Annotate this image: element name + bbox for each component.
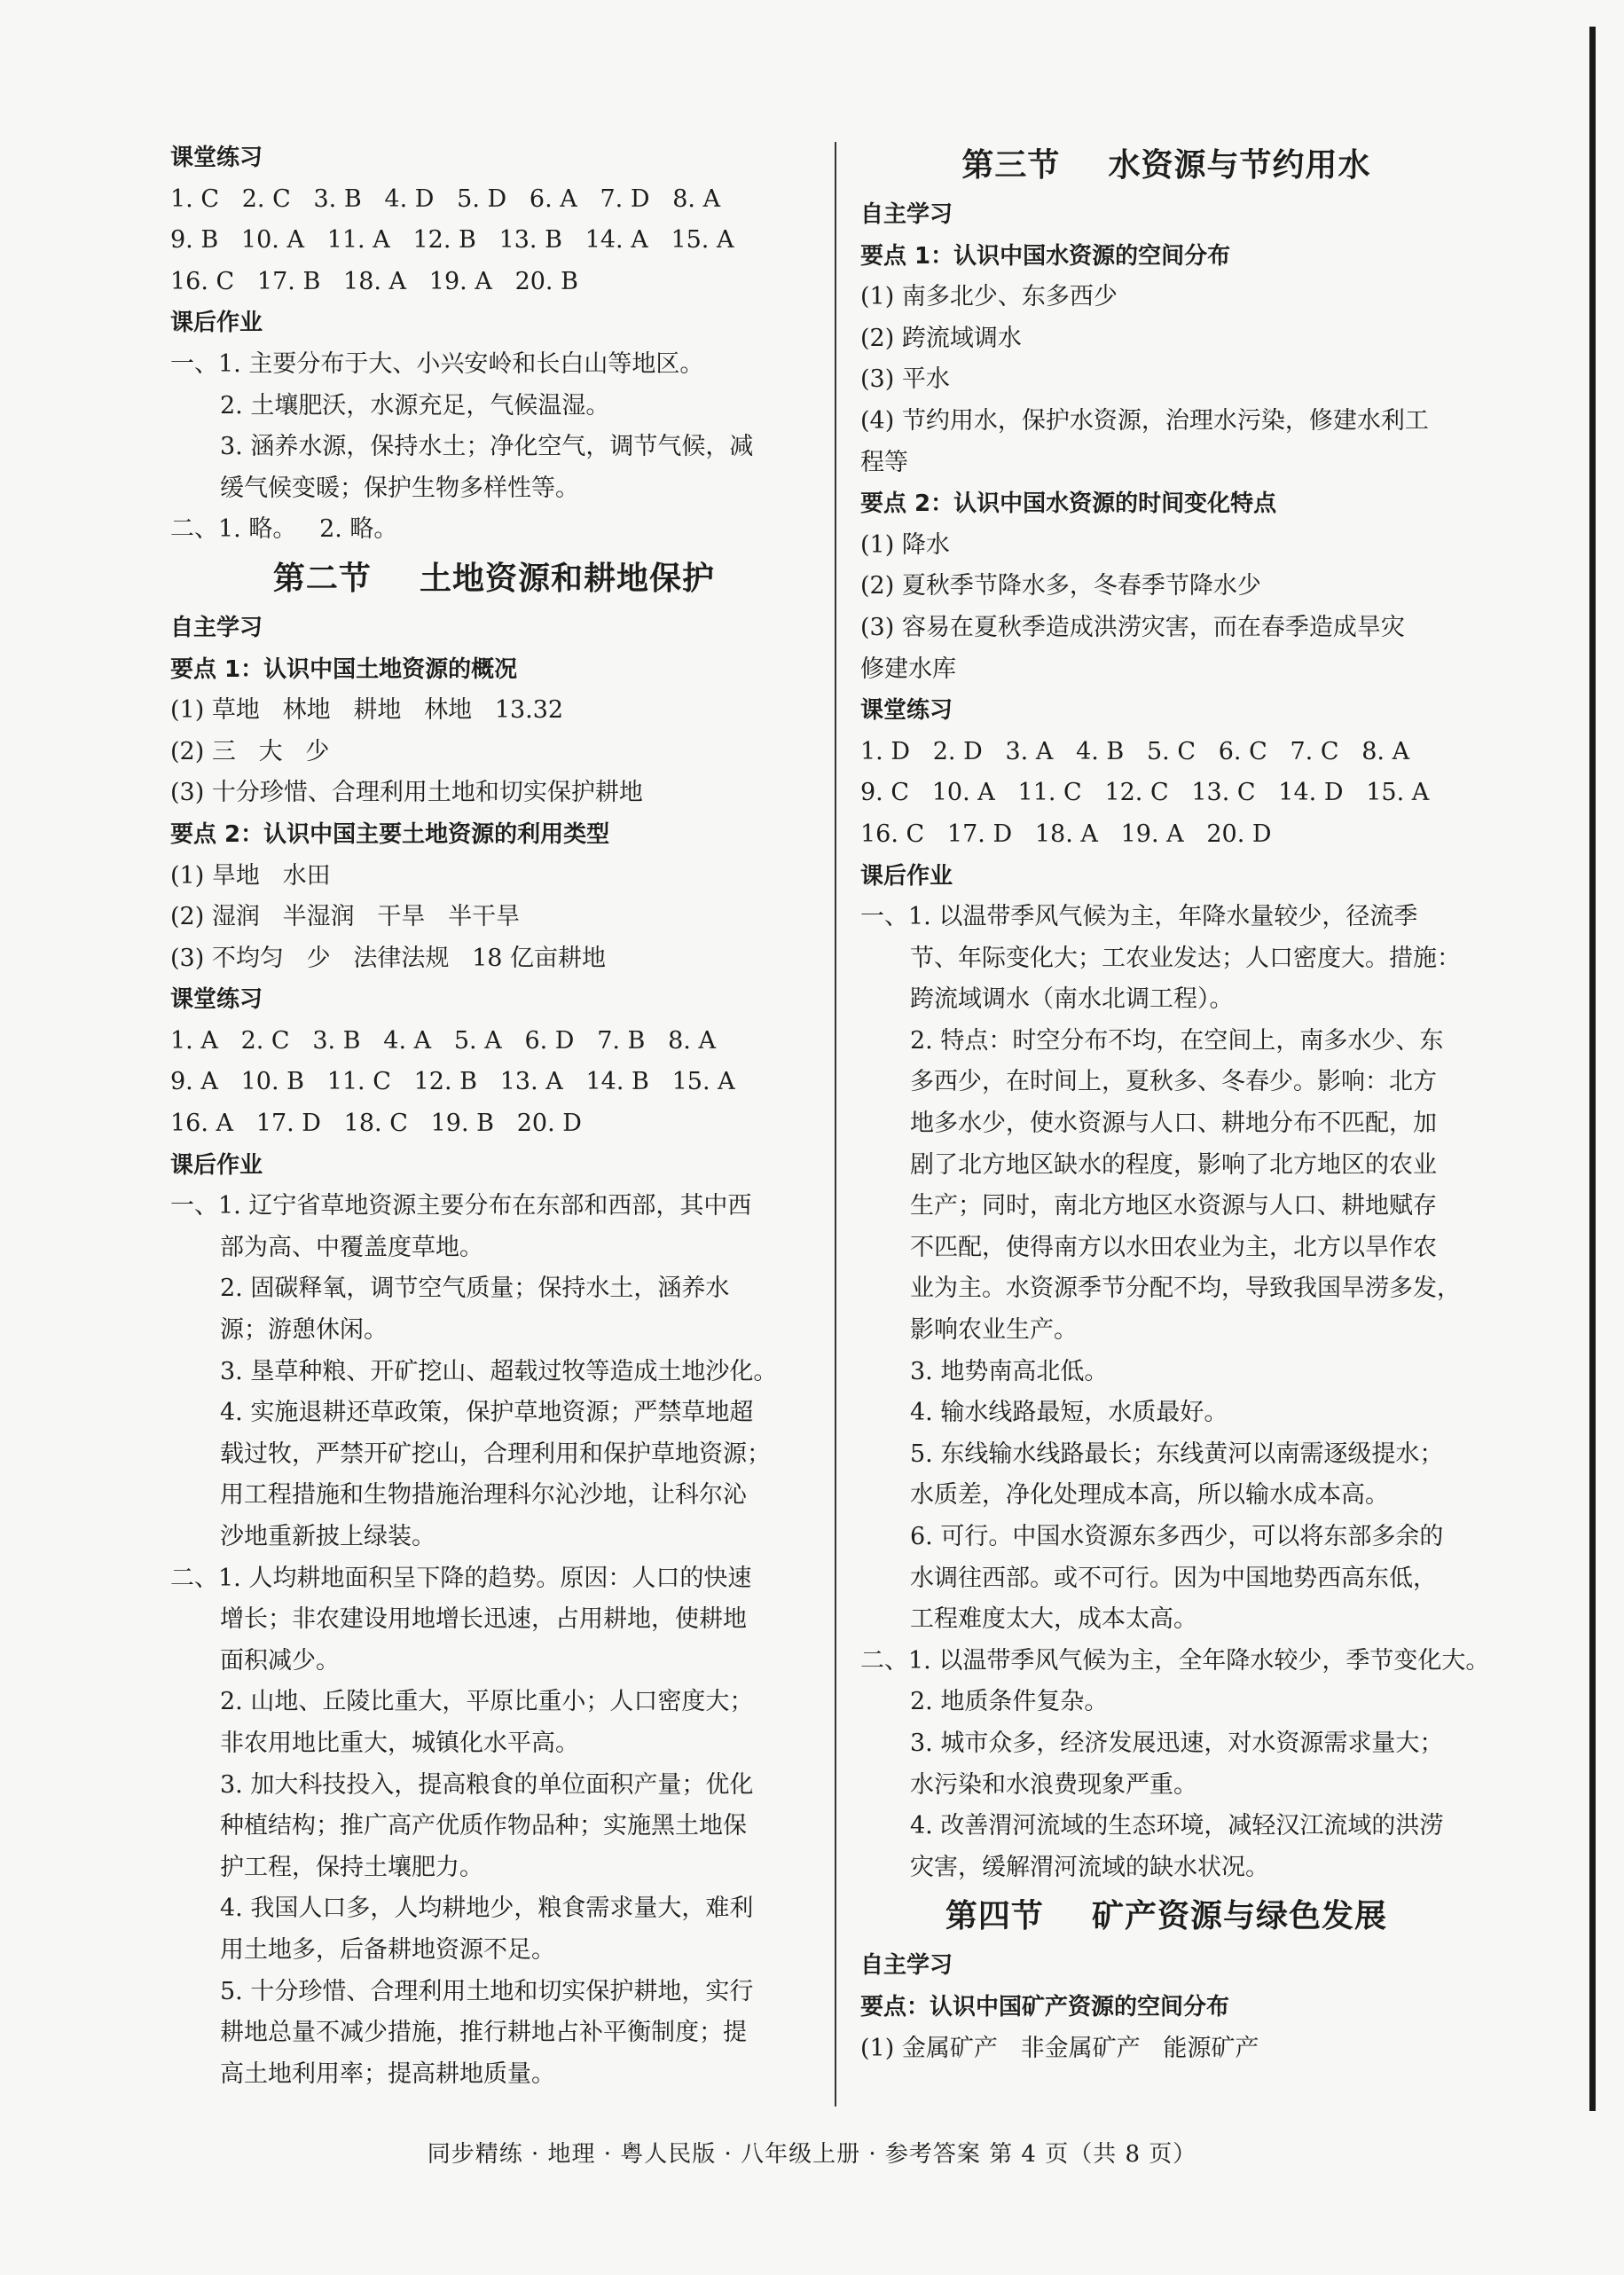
answer-line: (3) 平水	[860, 365, 950, 394]
answer-line: 2. 土壤肥沃，水源充足，气候温湿。	[220, 391, 610, 420]
answer-line: 16. A 17. D 18. C 19. B 20. D	[170, 1110, 582, 1138]
answer-line: 载过牧，严禁开矿挖山，合理利用和保护草地资源；	[220, 1440, 771, 1468]
answer-line: 多西少，在时间上，夏秋多、冬春少。影响：北方	[910, 1068, 1437, 1096]
answer-line: (1) 旱地 水田	[170, 861, 331, 890]
answer-line: 1. D 2. D 3. A 4. B 5. C 6. C 7. C 8. A	[860, 737, 1410, 765]
answer-line: (3) 容易在夏秋季造成洪涝灾害，而在春季造成旱灾	[860, 613, 1405, 641]
section-title: 第四节 矿产资源与绿色发展	[945, 1898, 1388, 1935]
answer-line: 部为高、中覆盖度草地。	[220, 1233, 483, 1261]
answer-line: 生产；同时，南北方地区水资源与人口、耕地赋存	[910, 1192, 1437, 1220]
answer-line: 程等	[860, 448, 908, 476]
answer-line: 节、年际变化大；工农业发达；人口密度大。措施：	[910, 944, 1461, 972]
answer-line: 增长；非农建设用地增长迅速，占用耕地，使耕地	[220, 1605, 747, 1634]
answer-line: 业为主。水资源季节分配不均，导致我国旱涝多发，	[910, 1275, 1461, 1303]
answer-line: 非农用地比重大，城镇化水平高。	[220, 1729, 579, 1757]
answer-line: 2. 特点：时空分布不均，在空间上，南多水少、东	[910, 1026, 1444, 1055]
subheading: 课后作业	[170, 1151, 263, 1179]
answer-line: (2) 夏秋季节降水多，冬春季节降水少	[860, 572, 1261, 600]
answer-line: (2) 跨流域调水	[860, 324, 1022, 352]
answer-line: (2) 三 大 少	[170, 737, 330, 765]
answer-line: 工程难度太大，成本太高。	[910, 1605, 1197, 1634]
answer-line: 高土地利用率；提高耕地质量。	[220, 2059, 555, 2088]
answer-line: 不匹配，使得南方以水田农业为主，北方以旱作农	[910, 1233, 1437, 1261]
answer-line: (2) 湿润 半湿润 干旱 半干旱	[170, 903, 521, 931]
answer-line: 3. 垦草种粮、开矿挖山、超载过牧等造成土地沙化。	[220, 1357, 778, 1385]
answer-line: 9. C 10. A 11. C 12. C 13. C 14. D 15. A	[860, 779, 1430, 807]
subheading: 自主学习	[170, 614, 263, 641]
answer-line: 4. 改善渭河流域的生态环境，减轻汉江流域的洪涝	[910, 1812, 1444, 1840]
answer-line: 3. 加大科技投入，提高粮食的单位面积产量；优化	[220, 1770, 754, 1799]
answer-line: 1. C 2. C 3. B 4. D 5. D 6. A 7. D 8. A	[170, 184, 721, 213]
answer-line: 种植结构；推广高产优质作物品种；实施黑土地保	[220, 1812, 747, 1840]
answer-line: (4) 节约用水，保护水资源，治理水污染，修建水利工	[860, 406, 1429, 435]
answer-line: 2. 地质条件复杂。	[910, 1688, 1109, 1716]
answer-line: 3. 地势南高北低。	[910, 1357, 1109, 1385]
answer-line: 16. C 17. D 18. A 19. A 20. D	[860, 820, 1272, 848]
answer-line: 耕地总量不减少措施，推行耕地占补平衡制度；提	[220, 2019, 747, 2047]
answer-line: 4. 实施退耕还草政策，保护草地资源；严禁草地超	[220, 1399, 754, 1427]
answer-line: 4. 我国人口多，人均耕地少，粮食需求量大，难利	[220, 1895, 754, 1923]
answer-line: 二、1. 略。 2. 略。	[170, 515, 398, 544]
answer-line: (1) 金属矿产 非金属矿产 能源矿产	[860, 2034, 1259, 2062]
subheading: 要点 2：认识中国水资源的时间变化特点	[860, 490, 1277, 518]
section-title: 第三节 水资源与节约用水	[961, 147, 1371, 184]
answer-line: 剧了北方地区缺水的程度，影响了北方地区的农业	[910, 1150, 1437, 1179]
answer-line: 2. 固碳释氧，调节空气质量；保持水土，涵养水	[220, 1275, 730, 1303]
answer-line: (1) 降水	[860, 530, 950, 559]
answer-line: 沙地重新披上绿装。	[220, 1523, 435, 1550]
answer-line: 灾害，缓解渭河流域的缺水状况。	[910, 1853, 1269, 1881]
page-edge-shadow	[1589, 27, 1596, 2111]
answer-line: 护工程，保持土壤肥力。	[220, 1853, 483, 1881]
answer-line: 缓气候变暖；保护生物多样性等。	[220, 474, 579, 502]
answer-line: 跨流域调水（南水北调工程）。	[910, 985, 1234, 1014]
answer-line: (3) 不均匀 少 法律法规 18 亿亩耕地	[170, 944, 607, 972]
answer-line: 用工程措施和生物措施治理科尔沁沙地，让科尔沁	[220, 1481, 747, 1510]
answer-line: 2. 山地、丘陵比重大，平原比重小；人口密度大；	[220, 1688, 754, 1716]
answer-line: (1) 草地 林地 耕地 林地 13.32	[170, 696, 564, 725]
answer-line: 5. 东线输水线路最长；东线黄河以南需逐级提水；	[910, 1440, 1444, 1468]
answer-line: 修建水库	[860, 655, 956, 683]
answer-line: (1) 南多北少、东多西少	[860, 283, 1118, 311]
column-divider	[835, 142, 836, 2106]
left-column	[170, 137, 818, 2095]
section-title: 第二节 土地资源和耕地保护	[272, 560, 716, 597]
answer-line: 4. 输水线路最短，水质最好。	[910, 1399, 1228, 1427]
subheading: 课后作业	[860, 862, 953, 890]
subheading: 课后作业	[170, 310, 263, 337]
answer-line: 9. A 10. B 11. C 12. B 13. A 14. B 15. A	[170, 1068, 735, 1096]
answer-line: 水质差，净化处理成本高，所以输水成本高。	[910, 1481, 1389, 1510]
subheading: 要点 1：认识中国土地资源的概况	[170, 655, 518, 683]
subheading: 课堂练习	[170, 145, 263, 171]
answer-line: 一、1. 主要分布于大、小兴安岭和长白山等地区。	[170, 349, 704, 378]
subheading: 自主学习	[860, 1952, 953, 1980]
page-footer: 同步精练 · 地理 · 粤人民版 · 八年级上册 · 参考答案 第 4 页（共 8 页）	[427, 2141, 1197, 2168]
answer-line: 1. A 2. C 3. B 4. A 5. A 6. D 7. B 8. A	[170, 1026, 716, 1055]
answer-line: 一、1. 以温带季风气候为主，年降水量较少，径流季	[860, 903, 1418, 931]
answer-line: 9. B 10. A 11. A 12. B 13. B 14. A 15. A	[170, 226, 734, 255]
answer-line: 3. 涵养水源，保持水土；净化空气，调节气候，减	[220, 433, 754, 461]
answer-line: 3. 城市众多，经济发展迅速，对水资源需求量大；	[910, 1729, 1444, 1757]
answer-line: 水污染和水浪费现象严重。	[910, 1770, 1197, 1799]
answer-line: (3) 十分珍惜、合理利用土地和切实保护耕地	[170, 779, 643, 807]
subheading: 自主学习	[860, 201, 953, 228]
subheading: 要点 1：认识中国水资源的空间分布	[860, 242, 1231, 270]
answer-line: 二、1. 人均耕地面积呈下降的趋势。原因：人口的快速	[170, 1564, 752, 1592]
answer-line: 6. 可行。中国水资源东多西少，可以将东部多余的	[910, 1523, 1444, 1550]
answer-line: 一、1. 辽宁省草地资源主要分布在东部和西部，其中西	[170, 1192, 752, 1220]
answer-line: 影响农业生产。	[910, 1316, 1078, 1345]
right-column	[860, 137, 1490, 2069]
answer-line: 5. 十分珍惜、合理利用土地和切实保护耕地，实行	[220, 1977, 754, 2005]
answer-line: 面积减少。	[220, 1646, 340, 1675]
answer-line: 二、1. 以温带季风气候为主，全年降水较少，季节变化大。	[860, 1646, 1490, 1675]
subheading: 课堂练习	[170, 986, 263, 1014]
subheading: 要点 2：认识中国主要土地资源的利用类型	[170, 820, 610, 848]
answer-line: 用土地多，后备耕地资源不足。	[220, 1935, 555, 1964]
answer-line: 地多水少，使水资源与人口、耕地分布不匹配，加	[910, 1110, 1437, 1138]
subheading: 课堂练习	[860, 697, 953, 725]
answer-line: 16. C 17. B 18. A 19. A 20. B	[170, 267, 578, 295]
subheading: 要点：认识中国矿产资源的空间分布	[860, 1993, 1230, 2020]
answer-line: 水调往西部。或不可行。因为中国地势西高东低，	[910, 1564, 1437, 1592]
answer-line: 源；游憩休闲。	[220, 1316, 388, 1345]
